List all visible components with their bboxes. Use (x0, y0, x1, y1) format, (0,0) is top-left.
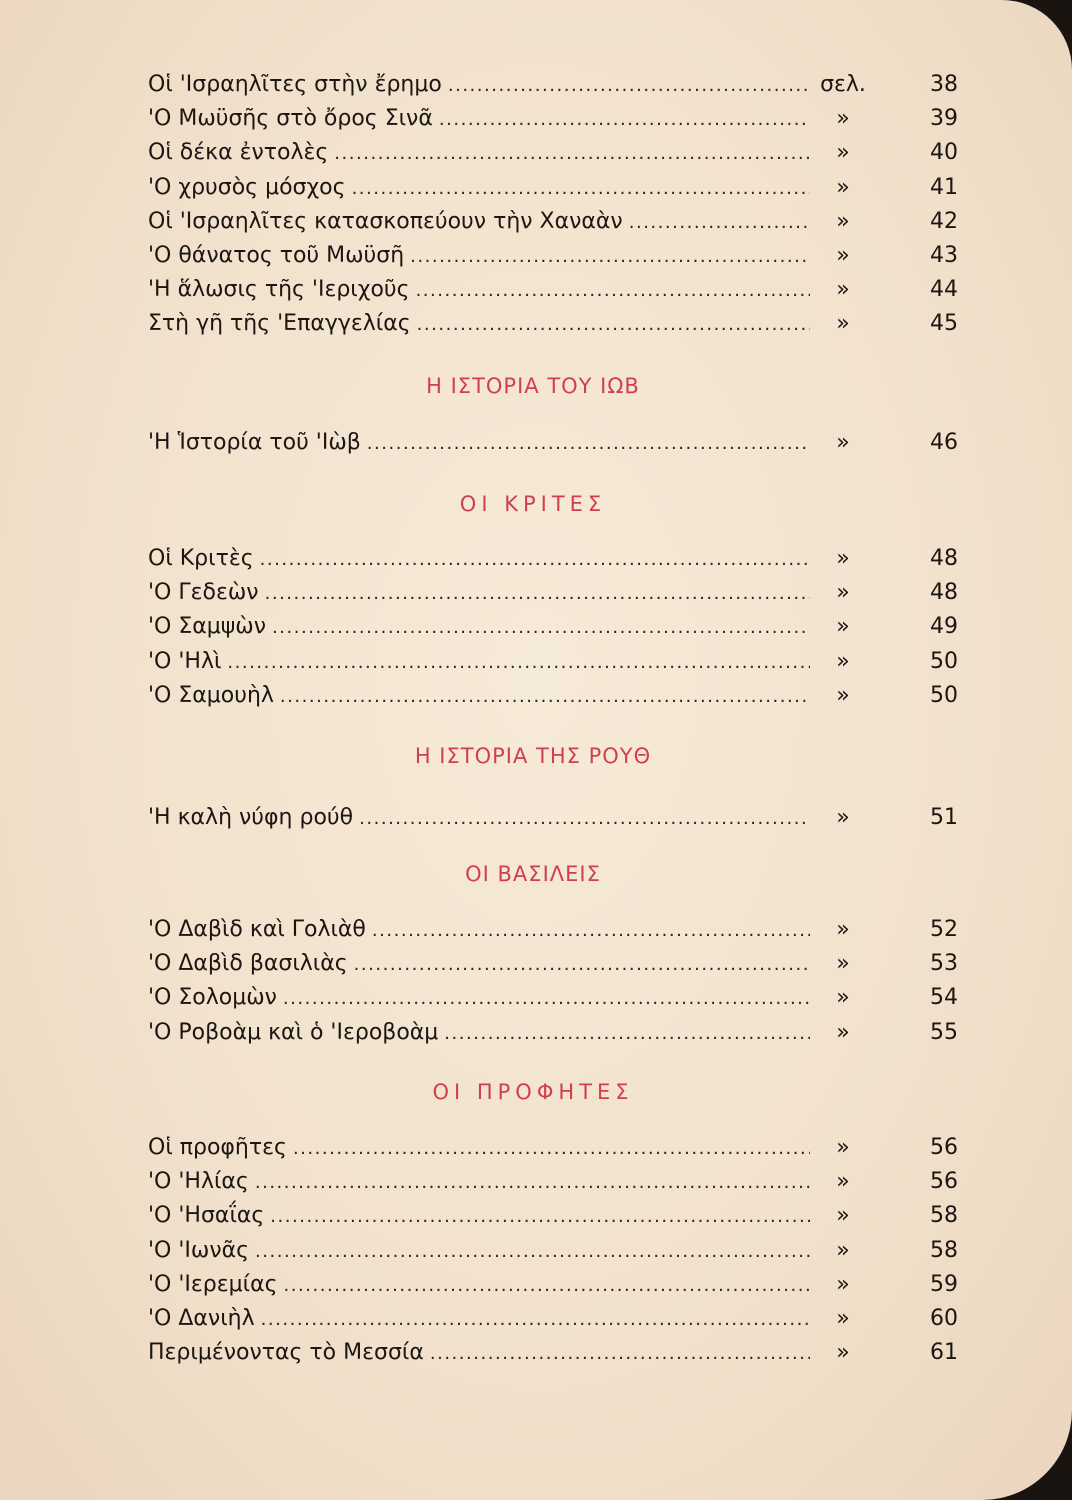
dot-leader (260, 543, 810, 577)
entry-page-number: 43 (930, 242, 958, 268)
toc-entry (148, 1302, 958, 1336)
entry-ref: » (836, 985, 850, 1011)
entry-title: Οἱ 'Ισραηλῖτες στὴν ἔρημο (148, 72, 442, 97)
entry-title: 'Ο Γεδεὼν (148, 580, 259, 606)
toc-entry (148, 239, 958, 273)
entry-title: 'Ο Ροβοὰμ καὶ ὁ 'Ιεροβοὰμ (148, 1019, 439, 1045)
entry-title: Οἱ Κριτὲς (148, 546, 254, 571)
entry-ref: » (836, 580, 850, 606)
entry-ref: » (836, 140, 850, 166)
toc-entry (148, 913, 958, 947)
dot-leader (417, 308, 810, 342)
entry-page-number: 50 (930, 648, 958, 674)
entry-ref: » (836, 1340, 850, 1366)
entry-title: Οἱ προφῆτες (148, 1135, 287, 1160)
toc-entry (148, 1234, 958, 1268)
entry-page-number: 58 (930, 1203, 958, 1229)
dot-leader (367, 427, 810, 461)
entry-title: 'Ο θάνατος τοῦ Μωϋσῆ (148, 242, 405, 268)
dot-leader (359, 802, 810, 836)
dot-leader (283, 982, 810, 1016)
toc-entry (148, 307, 958, 341)
entry-ref: σελ. (820, 72, 866, 97)
entry-title: 'Η ἅλωσις τῆς 'Ιεριχοῦς (148, 277, 410, 303)
entry-title: Στὴ γῆ τῆς 'Επαγγελίας (148, 311, 411, 337)
entry-title: 'Ο 'Ιερεμίας (148, 1271, 278, 1297)
toc-group (148, 542, 958, 713)
entry-title: 'Ο Δαβὶδ βασιλιὰς (148, 951, 348, 977)
dot-leader (354, 948, 810, 982)
entry-title: 'Ο Σαμουὴλ (148, 682, 274, 708)
entry-page-number: 44 (930, 277, 958, 303)
dot-leader (261, 1303, 810, 1337)
entry-ref: » (836, 1203, 850, 1229)
entry-ref: » (836, 1237, 850, 1263)
entry-page-number: 38 (930, 72, 958, 97)
entry-page-number: 56 (930, 1169, 958, 1195)
section-heading: ΟΙ ΠΡΟΦΗΤΕΣ (432, 1080, 634, 1104)
entry-ref: » (836, 106, 850, 132)
entry-ref: » (836, 805, 850, 830)
entry-ref: » (836, 430, 850, 455)
entry-ref: » (836, 1271, 850, 1297)
entry-ref: » (836, 208, 850, 234)
toc-entry (148, 1165, 958, 1199)
dot-leader (372, 914, 810, 948)
toc-entry (148, 171, 958, 205)
dot-leader (280, 680, 810, 714)
entry-page-number: 54 (930, 985, 958, 1011)
entry-ref: » (836, 277, 850, 303)
dot-leader (352, 172, 810, 206)
entry-ref: » (836, 917, 850, 942)
toc-entry (148, 981, 958, 1015)
section-heading: Η ΙΣΤΟΡΙΑ ΤΟΥ ΙΩΒ (426, 374, 640, 398)
entry-page-number: 61 (930, 1340, 958, 1366)
toc-entry (148, 273, 958, 307)
entry-title: 'Ο Μωϋσῆς στὸ ὄρος Σινᾶ (148, 106, 433, 132)
entry-page-number: 41 (930, 174, 958, 200)
section-heading: ΟΙ ΒΑΣΙΛΕΙΣ (465, 862, 601, 886)
toc-entry (148, 102, 958, 136)
entry-ref: » (836, 242, 850, 268)
dot-leader (272, 611, 810, 645)
entry-page-number: 49 (930, 614, 958, 640)
entry-page-number: 42 (930, 208, 958, 234)
entry-ref: » (836, 648, 850, 674)
entry-page-number: 60 (930, 1305, 958, 1331)
toc-entry (148, 1268, 958, 1302)
toc-group (148, 1131, 958, 1370)
toc-entry (148, 645, 958, 679)
entry-ref: » (836, 682, 850, 708)
toc-group (148, 68, 958, 342)
toc-entry (148, 1131, 958, 1165)
toc-entry (148, 1336, 958, 1370)
entry-ref: » (836, 951, 850, 977)
entry-page-number: 39 (930, 106, 958, 132)
entry-page-number: 48 (930, 580, 958, 606)
dot-leader (293, 1132, 810, 1166)
entry-ref: » (836, 1019, 850, 1045)
entry-ref: » (836, 311, 850, 337)
entry-title: 'Η καλὴ νύφη ρούθ (148, 805, 354, 830)
entry-page-number: 48 (930, 546, 958, 571)
entry-ref: » (836, 546, 850, 571)
toc-entry (148, 136, 958, 170)
toc-entry (148, 1016, 958, 1050)
entry-title: 'Ο Δανιὴλ (148, 1305, 255, 1331)
dot-leader (629, 206, 810, 240)
entry-page-number: 55 (930, 1019, 958, 1045)
entry-ref: » (836, 1305, 850, 1331)
entry-title: 'Ο Σολομὼν (148, 985, 277, 1011)
dot-leader (448, 69, 810, 103)
toc-entry (148, 576, 958, 610)
dot-leader (439, 103, 810, 137)
toc-entry (148, 426, 958, 460)
toc-entry (148, 1199, 958, 1233)
entry-title: 'Ο Δαβὶδ καὶ Γολιὰθ (148, 917, 366, 942)
toc-entry (148, 947, 958, 981)
entry-page-number: 50 (930, 682, 958, 708)
toc-group (148, 801, 958, 835)
entry-page-number: 40 (930, 140, 958, 166)
entry-page-number: 58 (930, 1237, 958, 1263)
entry-page-number: 45 (930, 311, 958, 337)
entry-title: 'Η Ἱστορία τοῦ 'Ιὼβ (148, 430, 361, 455)
entry-page-number: 52 (930, 917, 958, 942)
entry-ref: » (836, 1169, 850, 1195)
dot-leader (334, 137, 810, 171)
entry-ref: » (836, 614, 850, 640)
toc-entry (148, 205, 958, 239)
toc-entry (148, 679, 958, 713)
dot-leader (284, 1269, 811, 1303)
entry-title: Οἱ 'Ισραηλῖτες κατασκοπεύουν τὴν Χαναὰν (148, 208, 623, 234)
toc-entry (148, 801, 958, 835)
entry-title: 'Ο 'Ιωνᾶς (148, 1237, 250, 1263)
entry-page-number: 51 (930, 805, 958, 830)
entry-title: Οἱ δέκα ἐντολὲς (148, 140, 329, 166)
dot-leader (444, 1017, 810, 1051)
section-heading: Η ΙΣΤΟΡΙΑ ΤΗΣ ΡΟΥΘ (414, 744, 652, 768)
dot-leader (227, 646, 810, 680)
entry-title: 'Ο χρυσὸς μόσχος (148, 174, 346, 200)
dot-leader (270, 1200, 810, 1234)
entry-title: 'Ο 'Ηλίας (148, 1169, 249, 1195)
entry-page-number: 46 (930, 430, 958, 455)
dot-leader (255, 1235, 810, 1269)
entry-title: 'Ο 'Ησαΐας (148, 1203, 265, 1229)
toc-entry (148, 610, 958, 644)
toc-entry (148, 542, 958, 576)
entry-title: 'Ο 'Ηλὶ (148, 648, 222, 674)
toc-group (148, 426, 958, 460)
toc-group (148, 913, 958, 1050)
section-heading: ΟΙ ΚΡΙΤΕΣ (459, 492, 607, 516)
dot-leader (255, 1166, 810, 1200)
entry-page-number: 59 (930, 1271, 958, 1297)
dot-leader (430, 1337, 810, 1371)
dot-leader (410, 240, 810, 274)
entry-ref: » (836, 174, 850, 200)
toc-entry (148, 68, 958, 102)
entry-title: 'Ο Σαμψὼν (148, 614, 266, 640)
dot-leader (416, 274, 810, 308)
dot-leader (265, 577, 810, 611)
entry-ref: » (836, 1135, 850, 1160)
entry-page-number: 56 (930, 1135, 958, 1160)
entry-title: Περιμένοντας τὸ Μεσσία (148, 1340, 424, 1366)
entry-page-number: 53 (930, 951, 958, 977)
